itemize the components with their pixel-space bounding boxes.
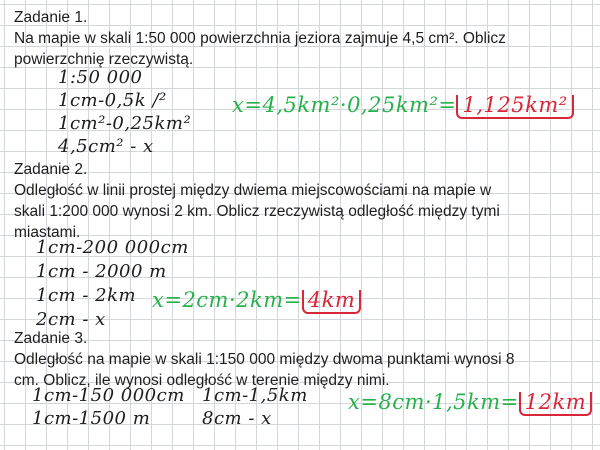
task2-text-line1: Odległość w linii prostej między dwiema miejscowościami na mapie w	[14, 182, 492, 199]
task3-title: Zadanie 3.	[14, 330, 88, 347]
task2-work-line4: 2cm - x	[36, 309, 106, 330]
task1-work-line4: 4,5cm² - x	[58, 136, 154, 157]
task3-work-left-line2: 1cm-1500 m	[32, 408, 151, 429]
task3-answer: 12km	[519, 392, 592, 416]
task1-text-line2: powierzchnię rzeczywistą.	[14, 51, 194, 68]
task2-solution-expression: x=2cm·2km=	[152, 288, 302, 312]
task2-solution	[152, 290, 361, 314]
task3-text-line2: cm. Oblicz, ile wynosi odległość w terenie między nimi.	[14, 372, 390, 389]
task1-work-line3: 1cm²-0,25km²	[58, 113, 192, 134]
task3-work-right-line1: 1cm-1,5km	[202, 385, 308, 406]
task2-work-line2: 1cm - 2000 m	[36, 261, 167, 282]
task1-answer: 1,125km²	[456, 95, 573, 119]
task1-text-line1: Na mapie w skali 1:50 000 powierzchnia jeziora zajmuje 4,5 cm². Oblicz	[14, 30, 506, 47]
task2-text-line3: miastami.	[14, 224, 81, 241]
task3-work-right-line2: 8cm - x	[202, 408, 272, 429]
task3-solution-expression: x=8cm·1,5km=	[348, 390, 519, 414]
task3-solution	[348, 392, 592, 416]
task1-work-line1: 1:50 000	[58, 67, 143, 88]
task2-text-line2: skali 1:200 000 wynosi 2 km. Oblicz rzeczywistą odległość między tymi	[14, 203, 500, 220]
task1-title: Zadanie 1.	[14, 9, 88, 26]
task2-work-line3: 1cm - 2km	[36, 285, 137, 306]
task3-text-line1: Odległość na mapie w skali 1:150 000 między dwoma punktami wynosi 8	[14, 351, 515, 368]
task2-answer: 4km	[302, 290, 362, 314]
task1-solution	[232, 95, 574, 119]
task1-work-line2: 1cm-0,5k /²	[58, 90, 167, 111]
task2-title: Zadanie 2.	[14, 161, 88, 178]
task2-work-line1: 1cm-200 000cm	[36, 237, 189, 258]
task1-solution-expression: x=4,5km²·0,25km²=	[232, 93, 457, 117]
task3-work-left-line1: 1cm-150 000cm	[32, 385, 185, 406]
